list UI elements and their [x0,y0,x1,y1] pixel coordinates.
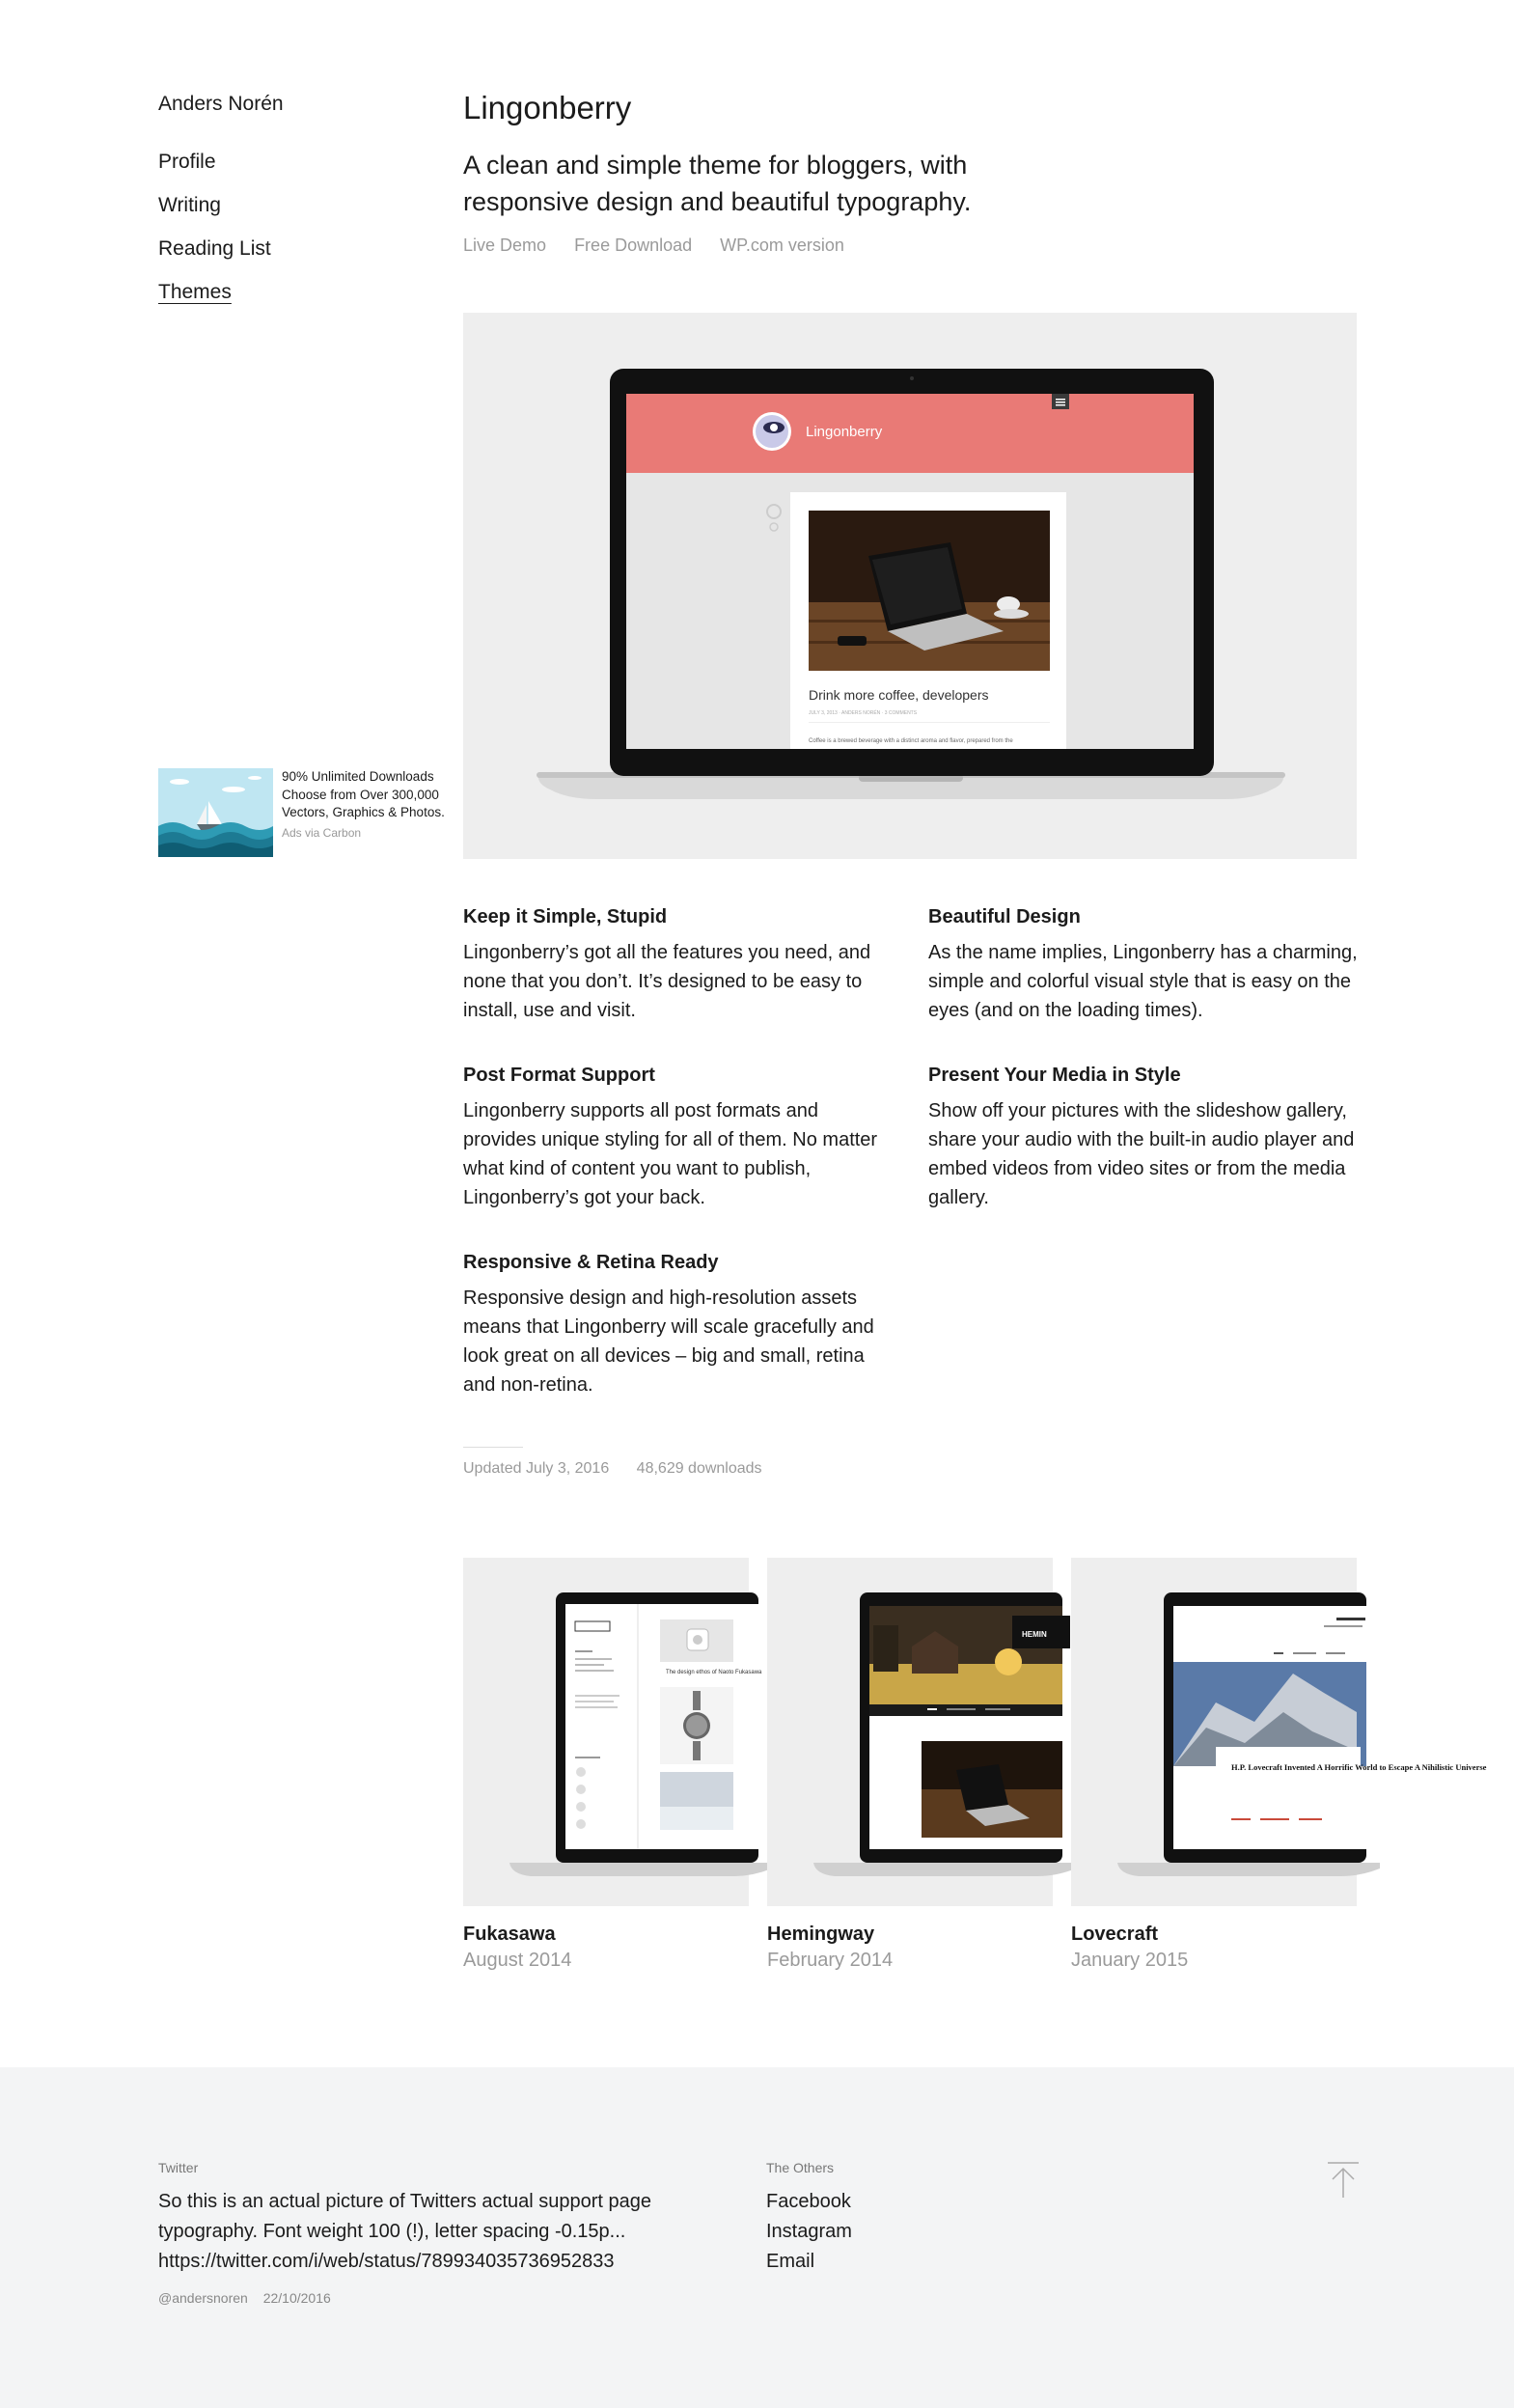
feature-text: Show off your pictures with the slideshow gallery, share your audio with the built-in audio player and embed videos from video sites or from the media gallery. [928,1100,1355,1208]
feature-title: Keep it Simple, Stupid [463,906,668,927]
related-theme-card[interactable] [1071,1558,1487,1974]
email-link[interactable]: Email [766,2251,815,2272]
meta-divider [463,1447,523,1448]
feature-text: Lingonberry supports all post formats and provides unique styling for all of them. No matter what kind of content you want to publish, Lingonberry’s got your back. [463,1100,878,1208]
sidebar [158,93,448,324]
main-nav [158,151,448,304]
laptop-mockup-image [463,313,1357,859]
feature-text: As the name implies, Lingonberry has a charming, simple and colorful visual style that is easy on the eyes (and on the loading times). [928,942,1358,1021]
related-theme-title[interactable]: Fukasawa [463,1924,556,1945]
others-widget [766,2160,1056,2277]
carbon-ad[interactable] [158,768,448,857]
ad-image[interactable] [158,768,273,857]
related-theme-title[interactable]: Hemingway [767,1924,875,1945]
theme-meta [463,1460,785,1478]
twitter-heading: Twitter [158,2160,199,2175]
theme-screenshot [463,313,1357,859]
related-theme-card[interactable] [463,1558,762,1974]
page-title: Lingonberry [463,90,632,125]
ad-text[interactable]: 90% Unlimited Downloads Choose from Over 300,000 Vectors, Graphics & Photos. [282,769,445,819]
main-content [463,85,1487,1971]
site-footer [0,2067,1514,2408]
related-theme-date: January 2015 [1071,1950,1189,1971]
feature-title: Post Format Support [463,1065,655,1086]
hemingway-mockup-image[interactable] [767,1558,1053,1906]
tweet-handle[interactable]: @andersnoren [158,2290,248,2306]
related-theme-date: February 2014 [767,1950,894,1971]
related-theme-image[interactable] [767,1558,1053,1906]
download-count: 48,629 downloads [636,1460,762,1477]
feature-text: Lingonberry’s got all the features you need, and none that you don’t. It’s designed to be easy to install, use and visit. [463,942,871,1021]
feature-item [463,1249,893,1399]
feature-title: Present Your Media in Style [928,1065,1181,1086]
related-theme-image[interactable] [463,1558,762,1906]
twitter-widget [158,2160,699,2306]
tweet-meta [158,2290,699,2306]
fukasawa-screen-label: The design ethos of Naoto Fukasawa [666,1670,762,1675]
feature-item [928,903,1358,1025]
theme-subtitle: A clean and simple theme for bloggers, with responsive design and beautiful typography. [463,151,972,216]
nav-item-themes[interactable]: Themes [158,281,232,303]
related-theme-date: August 2014 [463,1950,572,1971]
related-theme-title[interactable]: Lovecraft [1071,1924,1159,1945]
feature-item [463,903,893,1025]
related-theme-image[interactable] [1071,1558,1487,1906]
tweet-date[interactable]: 22/10/2016 [262,2290,331,2306]
others-links [766,2187,1056,2277]
related-theme-card[interactable] [767,1558,1053,1974]
ad-via-link[interactable]: Ads via Carbon [282,825,362,840]
site-title-link[interactable]: Anders Norén [158,93,284,115]
theme-links [463,235,1357,256]
facebook-link[interactable]: Facebook [766,2191,851,2212]
ad-copy[interactable] [282,768,448,842]
live-demo-link[interactable]: Live Demo [463,235,547,255]
lovecraft-mockup-image[interactable] [1071,1558,1487,1906]
tweet-text[interactable]: So this is an actual picture of Twitters actual support page typography. Font weight 100 (!), letter spacing -0.15p... https://twitter.com/i/web/status/789934035736952833 [158,2191,652,2272]
free-download-link[interactable]: Free Download [574,235,693,255]
feature-text: Responsive design and high-resolution assets means that Lingonberry will scale gracefully and look great on all devices – big and small, retina and non-retina. [463,1287,874,1396]
feature-title: Responsive & Retina Ready [463,1252,719,1273]
fukasawa-mockup-image[interactable] [463,1558,762,1906]
hero-post-title: Drink more coffee, developers [809,687,989,703]
instagram-link[interactable]: Instagram [766,2221,852,2242]
updated-date: Updated July 3, 2016 [463,1460,610,1477]
hero-post-meta: JULY 3, 2013 · ANDERS NORÉN · 3 COMMENTS [809,710,918,716]
hero-site-name: Lingonberry [806,424,883,440]
hemingway-screen-label: HEMIN [1022,1630,1047,1639]
lovecraft-screen-label: H.P. Lovecraft Invented A Horrific World to Escape A Nihilistic Universe [1231,1762,1487,1772]
feature-title: Beautiful Design [928,906,1081,927]
nav-item-profile[interactable]: Profile [158,151,216,173]
feature-item [928,1062,1358,1212]
nav-item-reading-list[interactable]: Reading List [158,237,271,260]
wpcom-version-link[interactable]: WP.com version [720,235,844,255]
back-to-top-icon[interactable] [1326,2162,1361,2199]
feature-item [463,1062,893,1212]
nav-item-writing[interactable]: Writing [158,194,221,216]
others-heading: The Others [766,2160,835,2175]
hero-post-excerpt: Coffee is a brewed beverage with a distinct aroma and flavor, prepared from the [809,738,1013,744]
